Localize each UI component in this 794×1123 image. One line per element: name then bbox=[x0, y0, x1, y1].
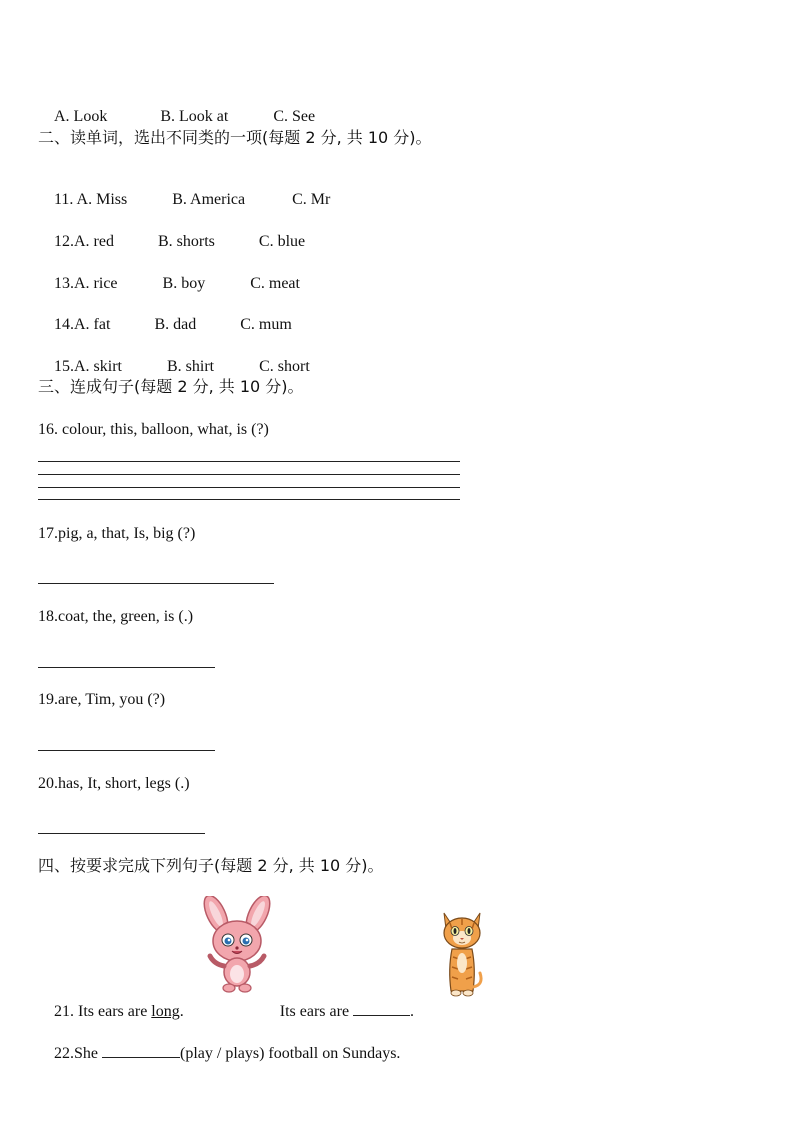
section4-heading: 四、按要求完成下列句子(每题 2 分, 共 10 分)。 bbox=[38, 856, 384, 875]
option-a: A. red bbox=[74, 233, 114, 250]
option-a: A. Miss bbox=[76, 191, 128, 208]
question-18: 18.coat, the, green, is (.) bbox=[38, 608, 194, 625]
question-number: 14. bbox=[54, 316, 74, 333]
option-b: B. shirt bbox=[167, 358, 215, 375]
q22-text: 22.She bbox=[54, 1045, 102, 1062]
answer-line[interactable] bbox=[38, 750, 215, 751]
section3-heading: 三、连成句子(每题 2 分, 共 10 分)。 bbox=[38, 377, 304, 396]
option-b: B. dad bbox=[154, 316, 197, 333]
q22-suffix: (play / plays) football on Sundays. bbox=[180, 1045, 401, 1062]
option-c: C. mum bbox=[240, 316, 292, 333]
q21-end-period: . bbox=[410, 1003, 415, 1020]
section2-heading: 二、读单词，选出不同类的一项(每题 2 分, 共 10 分)。 bbox=[38, 128, 432, 147]
option-c: C. blue bbox=[258, 233, 306, 250]
answer-blank[interactable] bbox=[353, 1001, 410, 1016]
option-b: B. boy bbox=[162, 275, 206, 292]
question-number: 15. bbox=[54, 358, 74, 375]
question-number: 12. bbox=[54, 233, 74, 250]
q10-option-a: A. Look bbox=[54, 108, 108, 125]
q21-period: . bbox=[179, 1003, 184, 1020]
answer-line[interactable] bbox=[38, 667, 215, 668]
q10-option-c: C. See bbox=[273, 108, 316, 125]
option-a: A. rice bbox=[74, 275, 118, 292]
question-20: 20.has, It, short, legs (.) bbox=[38, 775, 190, 792]
cat-image bbox=[438, 907, 486, 999]
q10-option-b: B. Look at bbox=[160, 108, 229, 125]
answer-blank[interactable] bbox=[102, 1043, 180, 1058]
question-number: 13. bbox=[54, 275, 74, 292]
question-19: 19.are, Tim, you (?) bbox=[38, 691, 166, 708]
option-c: C. Mr bbox=[292, 191, 331, 208]
option-c: C. short bbox=[259, 358, 310, 375]
answer-line[interactable] bbox=[38, 583, 274, 584]
question-22 bbox=[38, 1023, 400, 1084]
option-c: C. meat bbox=[250, 275, 300, 292]
answer-line[interactable] bbox=[38, 487, 460, 488]
question-17: 17.pig, a, that, Is, big (?) bbox=[38, 525, 196, 542]
option-b: B. shorts bbox=[157, 233, 215, 250]
option-a: A. fat bbox=[74, 316, 111, 333]
question-number: 11. bbox=[54, 191, 77, 208]
q21-text: 21. Its ears are bbox=[54, 1003, 152, 1020]
q21-second-sentence: Its ears are bbox=[279, 1003, 354, 1020]
option-b: B. America bbox=[172, 191, 246, 208]
q21-underlined-word: long bbox=[151, 1003, 180, 1020]
answer-line[interactable] bbox=[38, 461, 460, 462]
option-a: A. skirt bbox=[74, 358, 122, 375]
answer-line[interactable] bbox=[38, 474, 460, 475]
answer-line[interactable] bbox=[38, 499, 460, 500]
answer-line[interactable] bbox=[38, 833, 205, 834]
question-16: 16. colour, this, balloon, what, is (?) bbox=[38, 421, 269, 438]
